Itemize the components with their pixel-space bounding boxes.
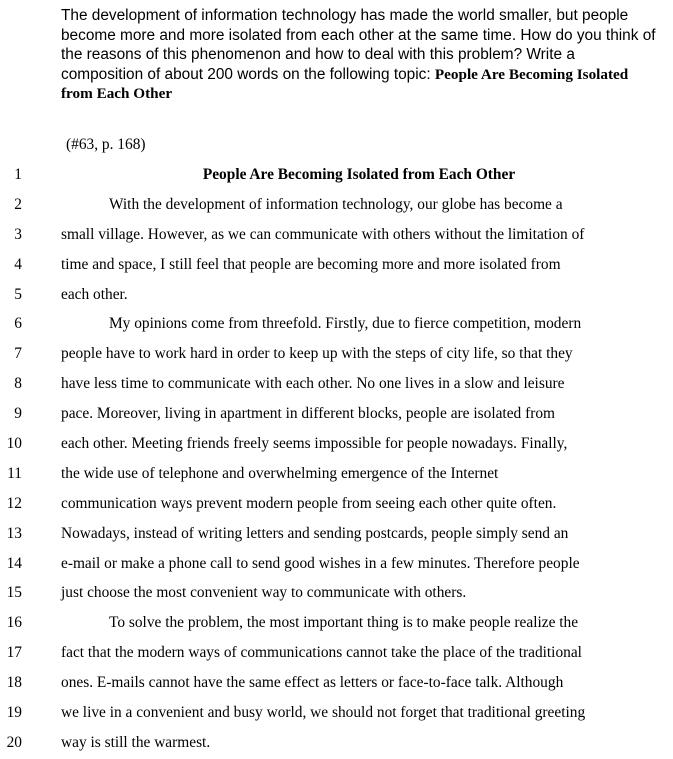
essay-line — [0, 339, 673, 369]
line-text: each other. — [61, 285, 128, 303]
line-text: the wide use of telephone and overwhelming emergence of the Internet — [61, 464, 499, 482]
line-text: fact that the modern ways of communications cannot take the place of the traditional — [61, 644, 582, 662]
line-text: way is still the warmest. — [61, 733, 211, 751]
line-number: 19 — [6, 704, 22, 722]
line-text: communication ways prevent modern people from seeing each other quite often. — [61, 494, 557, 512]
line-text: we live in a convenient and busy world, we should not forget that traditional greeting — [61, 704, 586, 722]
prompt-topic: People Are Becoming Isolated from Each Other — [61, 65, 629, 103]
line-text: My opinions come from threefold. Firstly, due to fierce competition, modern — [109, 315, 582, 333]
line-number: 15 — [6, 584, 22, 602]
line-text: small village. However, as we can communicate with others without the limitation of — [61, 225, 585, 243]
line-number: 14 — [6, 554, 22, 572]
essay-line — [0, 549, 673, 579]
essay-line — [0, 369, 673, 399]
line-number: 3 — [14, 225, 22, 243]
essay-line — [0, 519, 673, 549]
essay-line — [0, 489, 673, 519]
line-number: 18 — [6, 674, 22, 692]
line-text: ones. E-mails cannot have the same effect as letters or face-to-face talk. Although — [61, 674, 564, 692]
essay-line — [0, 459, 673, 489]
line-number: 9 — [14, 405, 22, 423]
essay-line — [0, 160, 673, 190]
essay-line — [0, 728, 673, 758]
prompt-text: The development of information technology has made the world smaller, but people become more and more isolated from each other at the same time. How do you think of the reasons of this phenomenon and how to deal with this problem? Write a composition of about 200 words on the following topic: — [61, 7, 656, 83]
line-number: 20 — [6, 733, 22, 751]
line-number: 4 — [14, 255, 22, 273]
essay-line — [0, 638, 673, 668]
essay-line — [0, 608, 673, 638]
line-number: 12 — [6, 494, 22, 512]
line-number: 6 — [14, 315, 22, 333]
line-text: time and space, I still feel that people are becoming more and more isolated from — [61, 255, 561, 273]
line-text: have less time to communicate with each other. No one lives in a slow and leisure — [61, 375, 565, 393]
line-text: each other. Meeting friends freely seems impossible for people nowadays. Finally, — [61, 435, 568, 453]
line-text: e-mail or make a phone call to send good wishes in a few minutes. Therefore people — [61, 554, 580, 572]
line-text: With the development of information technology, our globe has become a — [109, 195, 563, 213]
line-number: 7 — [14, 345, 22, 363]
line-number: 16 — [6, 614, 22, 632]
essay-line — [0, 250, 673, 280]
line-number: 1 — [14, 166, 22, 183]
line-number: 13 — [6, 524, 22, 542]
line-text: Nowadays, instead of writing letters and sending postcards, people simply send an — [61, 524, 569, 542]
line-number: 8 — [14, 375, 22, 393]
line-number: 2 — [14, 195, 22, 213]
essay-line — [0, 280, 673, 310]
line-text: just choose the most convenient way to communicate with others. — [61, 584, 467, 602]
essay-line — [0, 578, 673, 608]
line-number: 17 — [6, 644, 22, 662]
essay-line — [0, 190, 673, 220]
line-text: To solve the problem, the most important thing is to make people realize the — [109, 614, 579, 632]
essay-body — [0, 160, 673, 758]
line-text: pace. Moreover, living in apartment in different blocks, people are isolated from — [61, 405, 555, 423]
line-number: 10 — [6, 435, 22, 453]
essay-line — [0, 399, 673, 429]
essay-title: People Are Becoming Isolated from Each Other — [202, 166, 516, 183]
essay-line — [0, 309, 673, 339]
writing-prompt — [61, 6, 661, 104]
line-text: people have to work hard in order to keep up with the steps of city life, so that they — [61, 345, 573, 363]
line-number: 5 — [14, 285, 22, 303]
source-reference: (#63, p. 168) — [66, 136, 146, 153]
essay-line — [0, 429, 673, 459]
essay-line — [0, 220, 673, 250]
line-number: 11 — [7, 464, 22, 482]
essay-line — [0, 698, 673, 728]
essay-line — [0, 668, 673, 698]
